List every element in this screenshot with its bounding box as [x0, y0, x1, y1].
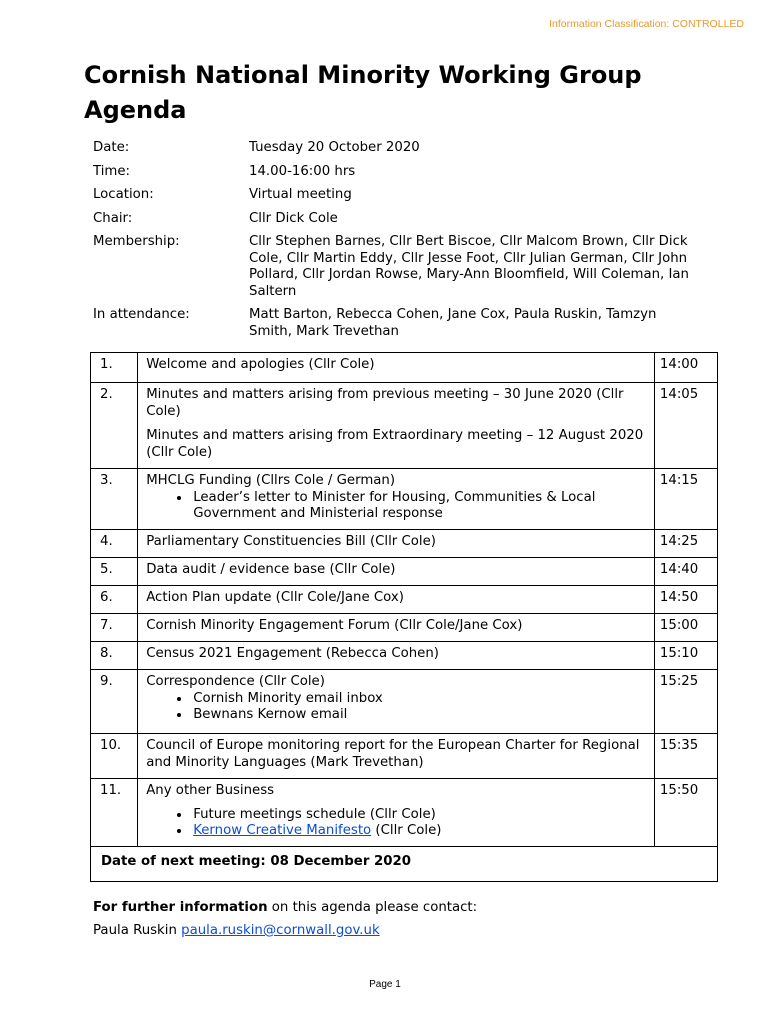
- classification-label: Information Classification: CONTROLLED: [549, 18, 744, 30]
- agenda-row: [91, 734, 718, 779]
- item-number: 1.: [91, 353, 138, 383]
- agenda-row: [91, 779, 718, 847]
- item-number: 5.: [91, 558, 138, 586]
- contact-name: Paula Ruskin: [93, 923, 182, 938]
- item-title: Data audit / evidence base (Cllr Cole): [138, 558, 655, 586]
- item-number: 8.: [91, 642, 138, 670]
- list-item: • Leader’s letter to Minister for Housing, Communities & Local Government and Ministerial response: [191, 490, 648, 523]
- agenda-table: [90, 352, 718, 882]
- item-subtitle: Minutes and matters arising from Extraordinary meeting – 12 August 2020 (Cllr Cole): [146, 428, 644, 460]
- bullet-list: [146, 490, 648, 523]
- meta-row-membership: [93, 234, 693, 300]
- item-title: Cornish Minority Engagement Forum (Cllr Cole/Jane Cox): [138, 614, 655, 642]
- item-title: Any other Business: [146, 783, 275, 798]
- meta-label: Chair:: [93, 210, 133, 226]
- meta-row-date: [93, 140, 693, 157]
- meta-row-time: [93, 164, 693, 181]
- item-cell: [138, 670, 655, 734]
- meta-row-chair: [93, 211, 693, 228]
- contact-person: [93, 921, 477, 941]
- item-time: 15:50: [654, 779, 717, 847]
- item-time: 14:40: [654, 558, 717, 586]
- contact-intro-bold: For further information: [93, 900, 268, 915]
- meta-label: Date:: [93, 140, 130, 155]
- link-suffix: (Cllr Cole): [371, 823, 442, 838]
- item-cell: [138, 779, 655, 847]
- contact-email-link[interactable]: paula.ruskin@cornwall.gov.uk: [181, 923, 380, 938]
- item-time: 15:25: [654, 670, 717, 734]
- agenda-row: [91, 530, 718, 558]
- agenda-row: [91, 383, 718, 469]
- item-title: Parliamentary Constituencies Bill (Cllr Cole): [138, 530, 655, 558]
- agenda-row: [91, 642, 718, 670]
- item-number: 2.: [91, 383, 138, 469]
- meta-label: Membership:: [93, 234, 180, 249]
- item-number: 7.: [91, 614, 138, 642]
- agenda-row: [91, 586, 718, 614]
- item-number: 6.: [91, 586, 138, 614]
- next-meeting-row: [91, 847, 718, 882]
- item-time: 14:50: [654, 586, 717, 614]
- item-title: Welcome and apologies (Cllr Cole): [138, 353, 655, 383]
- item-number: 3.: [91, 469, 138, 530]
- item-title: Correspondence (Cllr Cole): [146, 674, 325, 689]
- agenda-row: [91, 614, 718, 642]
- meta-label: In attendance:: [93, 307, 190, 322]
- meta-value: Tuesday 20 October 2020: [249, 140, 420, 155]
- item-cell: [138, 469, 655, 530]
- list-item: • Bewnans Kernow email: [191, 707, 648, 724]
- page-number: Page 1: [369, 979, 401, 990]
- agenda-row: [91, 558, 718, 586]
- contact-intro: [93, 898, 477, 918]
- item-title: Minutes and matters arising from previous meeting – 30 June 2020 (Cllr Cole): [146, 387, 624, 419]
- contact-info: [93, 898, 477, 941]
- item-number: 11.: [91, 779, 138, 847]
- meta-value: Virtual meeting: [249, 187, 352, 202]
- item-time: 14:25: [654, 530, 717, 558]
- meta-value: Cllr Stephen Barnes, Cllr Bert Biscoe, Cllr Malcom Brown, Cllr Dick Cole, Cllr Martin Eddy, Cllr Jesse Foot, Cllr Julian German, Cllr John Pollard, Cllr Jordan Rowse, Mary-Ann Bloomfield, Will Coleman, Ian Saltern: [249, 234, 689, 299]
- next-meeting: Date of next meeting: 08 December 2020: [91, 847, 718, 882]
- item-number: 4.: [91, 530, 138, 558]
- item-cell: [138, 383, 655, 469]
- bullet-list: [146, 807, 648, 840]
- item-time: 15:35: [654, 734, 717, 779]
- contact-intro-rest: on this agenda please contact:: [267, 900, 478, 915]
- item-time: 15:00: [654, 614, 717, 642]
- bullet-list: [146, 691, 648, 724]
- item-title: Council of Europe monitoring report for the European Charter for Regional and Minority Languages (Mark Trevethan): [138, 734, 655, 779]
- meta-row-location: [93, 187, 693, 204]
- agenda-row: [91, 469, 718, 530]
- list-item: • Future meetings schedule (Cllr Cole): [191, 807, 648, 824]
- item-title: Census 2021 Engagement (Rebecca Cohen): [138, 642, 655, 670]
- item-time: 14:15: [654, 469, 717, 530]
- item-number: 9.: [91, 670, 138, 734]
- manifesto-link[interactable]: Kernow Creative Manifesto: [193, 823, 372, 838]
- agenda-row: [91, 353, 718, 383]
- meta-value: Cllr Dick Cole: [249, 210, 338, 226]
- item-time: 15:10: [654, 642, 717, 670]
- meta-value: Matt Barton, Rebecca Cohen, Jane Cox, Paula Ruskin, Tamzyn Smith, Mark Trevethan: [249, 307, 657, 339]
- meta-label: Time:: [93, 163, 131, 179]
- item-number: 10.: [91, 734, 138, 779]
- list-item: [191, 823, 648, 840]
- item-time: 14:05: [654, 383, 717, 469]
- item-time: 14:00: [654, 353, 717, 383]
- agenda-row: [91, 670, 718, 734]
- meta-value: 14.00-16:00 hrs: [249, 163, 356, 179]
- meeting-details: [93, 140, 693, 340]
- list-item: • Cornish Minority email inbox: [191, 691, 648, 708]
- meta-row-attendance: [93, 307, 693, 340]
- item-title: MHCLG Funding (Cllrs Cole / German): [146, 473, 396, 488]
- page-title: Cornish National Minority Working Group Agenda: [84, 61, 642, 124]
- item-title: Action Plan update (Cllr Cole/Jane Cox): [138, 586, 655, 614]
- meta-label: Location:: [93, 187, 154, 202]
